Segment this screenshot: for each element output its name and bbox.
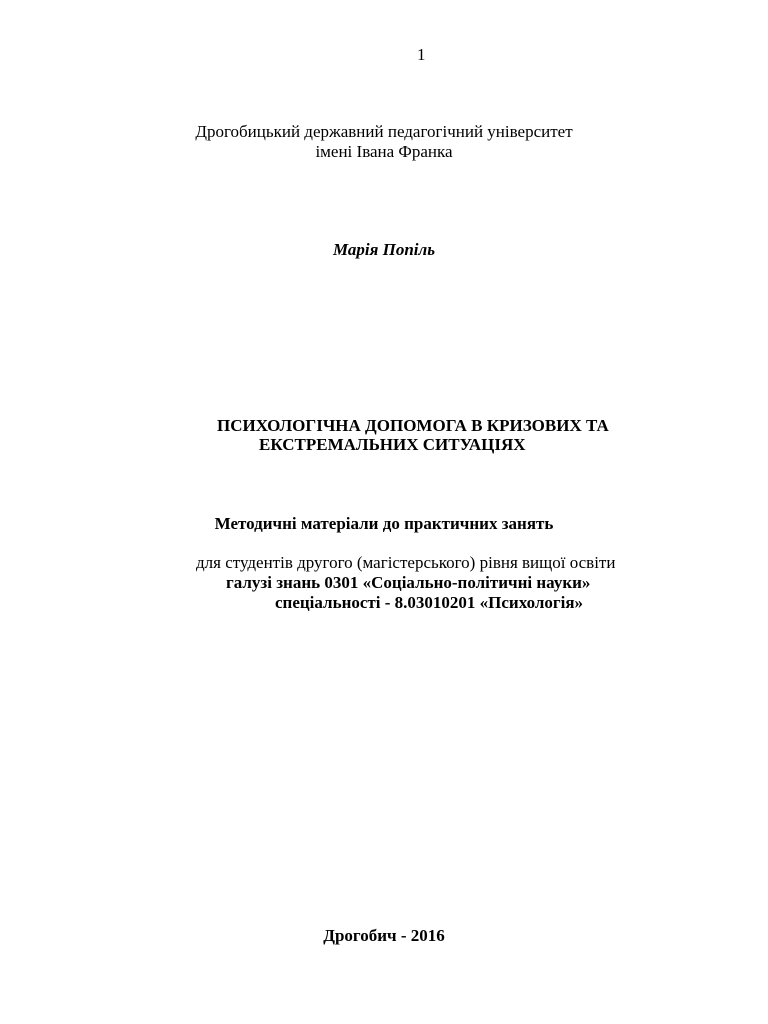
specialty-line: спеціальності - 8.03010201 «Психологія» bbox=[275, 593, 584, 612]
university-dedication: імені Івана Франка bbox=[315, 142, 453, 161]
page-number: 1 bbox=[417, 45, 426, 64]
audience-line: для студентів другого (магістерського) рівня вищої освіти bbox=[196, 553, 616, 572]
author-name: Марія Попіль bbox=[333, 240, 435, 259]
university-name: Дрогобицький державний педагогічний університет bbox=[195, 122, 573, 141]
document-title-line-1: ПСИХОЛОГІЧНА ДОПОМОГА В КРИЗОВИХ ТА bbox=[217, 416, 609, 435]
place-and-year: Дрогобич - 2016 bbox=[323, 926, 445, 945]
document-subtitle: Методичні матеріали до практичних занять bbox=[214, 514, 554, 533]
document-title-line-2: ЕКСТРЕМАЛЬНИХ СИТУАЦІЯХ bbox=[259, 435, 526, 454]
field-of-study-line: галузі знань 0301 «Соціально-політичні науки» bbox=[226, 573, 591, 592]
